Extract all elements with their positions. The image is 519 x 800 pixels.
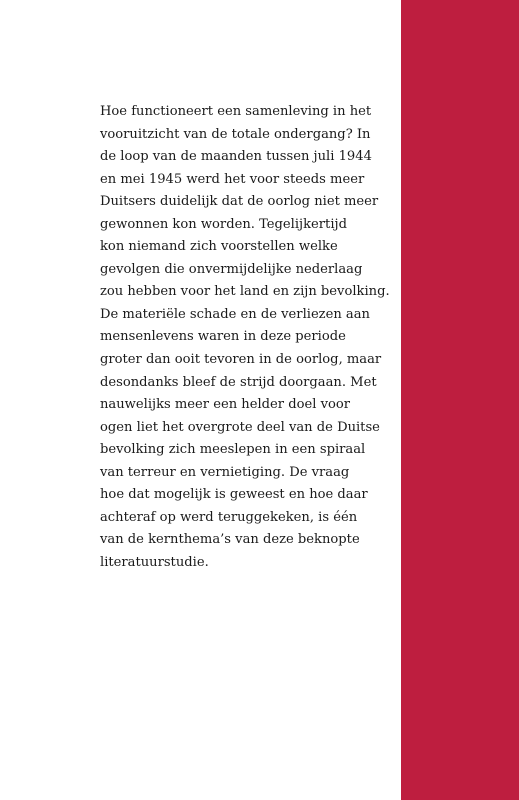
blurb-line: literatuurstudie.: [100, 554, 209, 570]
blurb-line: groter dan ooit tevoren in de oorlog, maar: [100, 352, 382, 368]
blurb-line: nauwelijks meer een helder doel voor: [100, 397, 351, 413]
blurb-line: Duitsers duidelijk dat de oorlog niet meer: [100, 194, 379, 210]
blurb-line: vooruitzicht van de totale ondergang? In: [100, 126, 371, 142]
blurb-line: gewonnen kon worden. Tegelijkertijd: [100, 216, 347, 232]
blurb-line: van de kernthema’s van deze beknopte: [100, 532, 360, 548]
blurb-line: ogen liet het overgrote deel van de Duitse: [100, 419, 380, 435]
blurb-line: De materiële schade en de verliezen aan: [100, 306, 370, 322]
blurb-line: gevolgen die onvermijdelijke nederlaag: [100, 261, 363, 277]
blurb-line: de loop van de maanden tussen juli 1944: [100, 149, 372, 165]
blurb-line: zou hebben voor het land en zijn bevolking.: [100, 284, 390, 300]
blurb-line: Hoe functioneert een samenleving in het: [100, 104, 372, 119]
blurb-line: hoe dat mogelijk is geweest en hoe daar: [100, 487, 368, 503]
blurb-line: achteraf op werd teruggekeken, is één: [100, 509, 358, 525]
blurb-line: kon niemand zich voorstellen welke: [100, 239, 338, 255]
blurb-line: desondanks bleef de strijd doorgaan. Met: [100, 374, 377, 390]
red-side-band: [401, 0, 519, 800]
blurb-line: van terreur en vernietiging. De vraag: [100, 464, 350, 480]
blurb-line: mensenlevens waren in deze periode: [100, 329, 346, 345]
blurb-line: en mei 1945 werd het voor steeds meer: [100, 171, 365, 187]
blurb-line: bevolking zich meeslepen in een spiraal: [100, 442, 366, 458]
blurb-text: [100, 101, 390, 574]
